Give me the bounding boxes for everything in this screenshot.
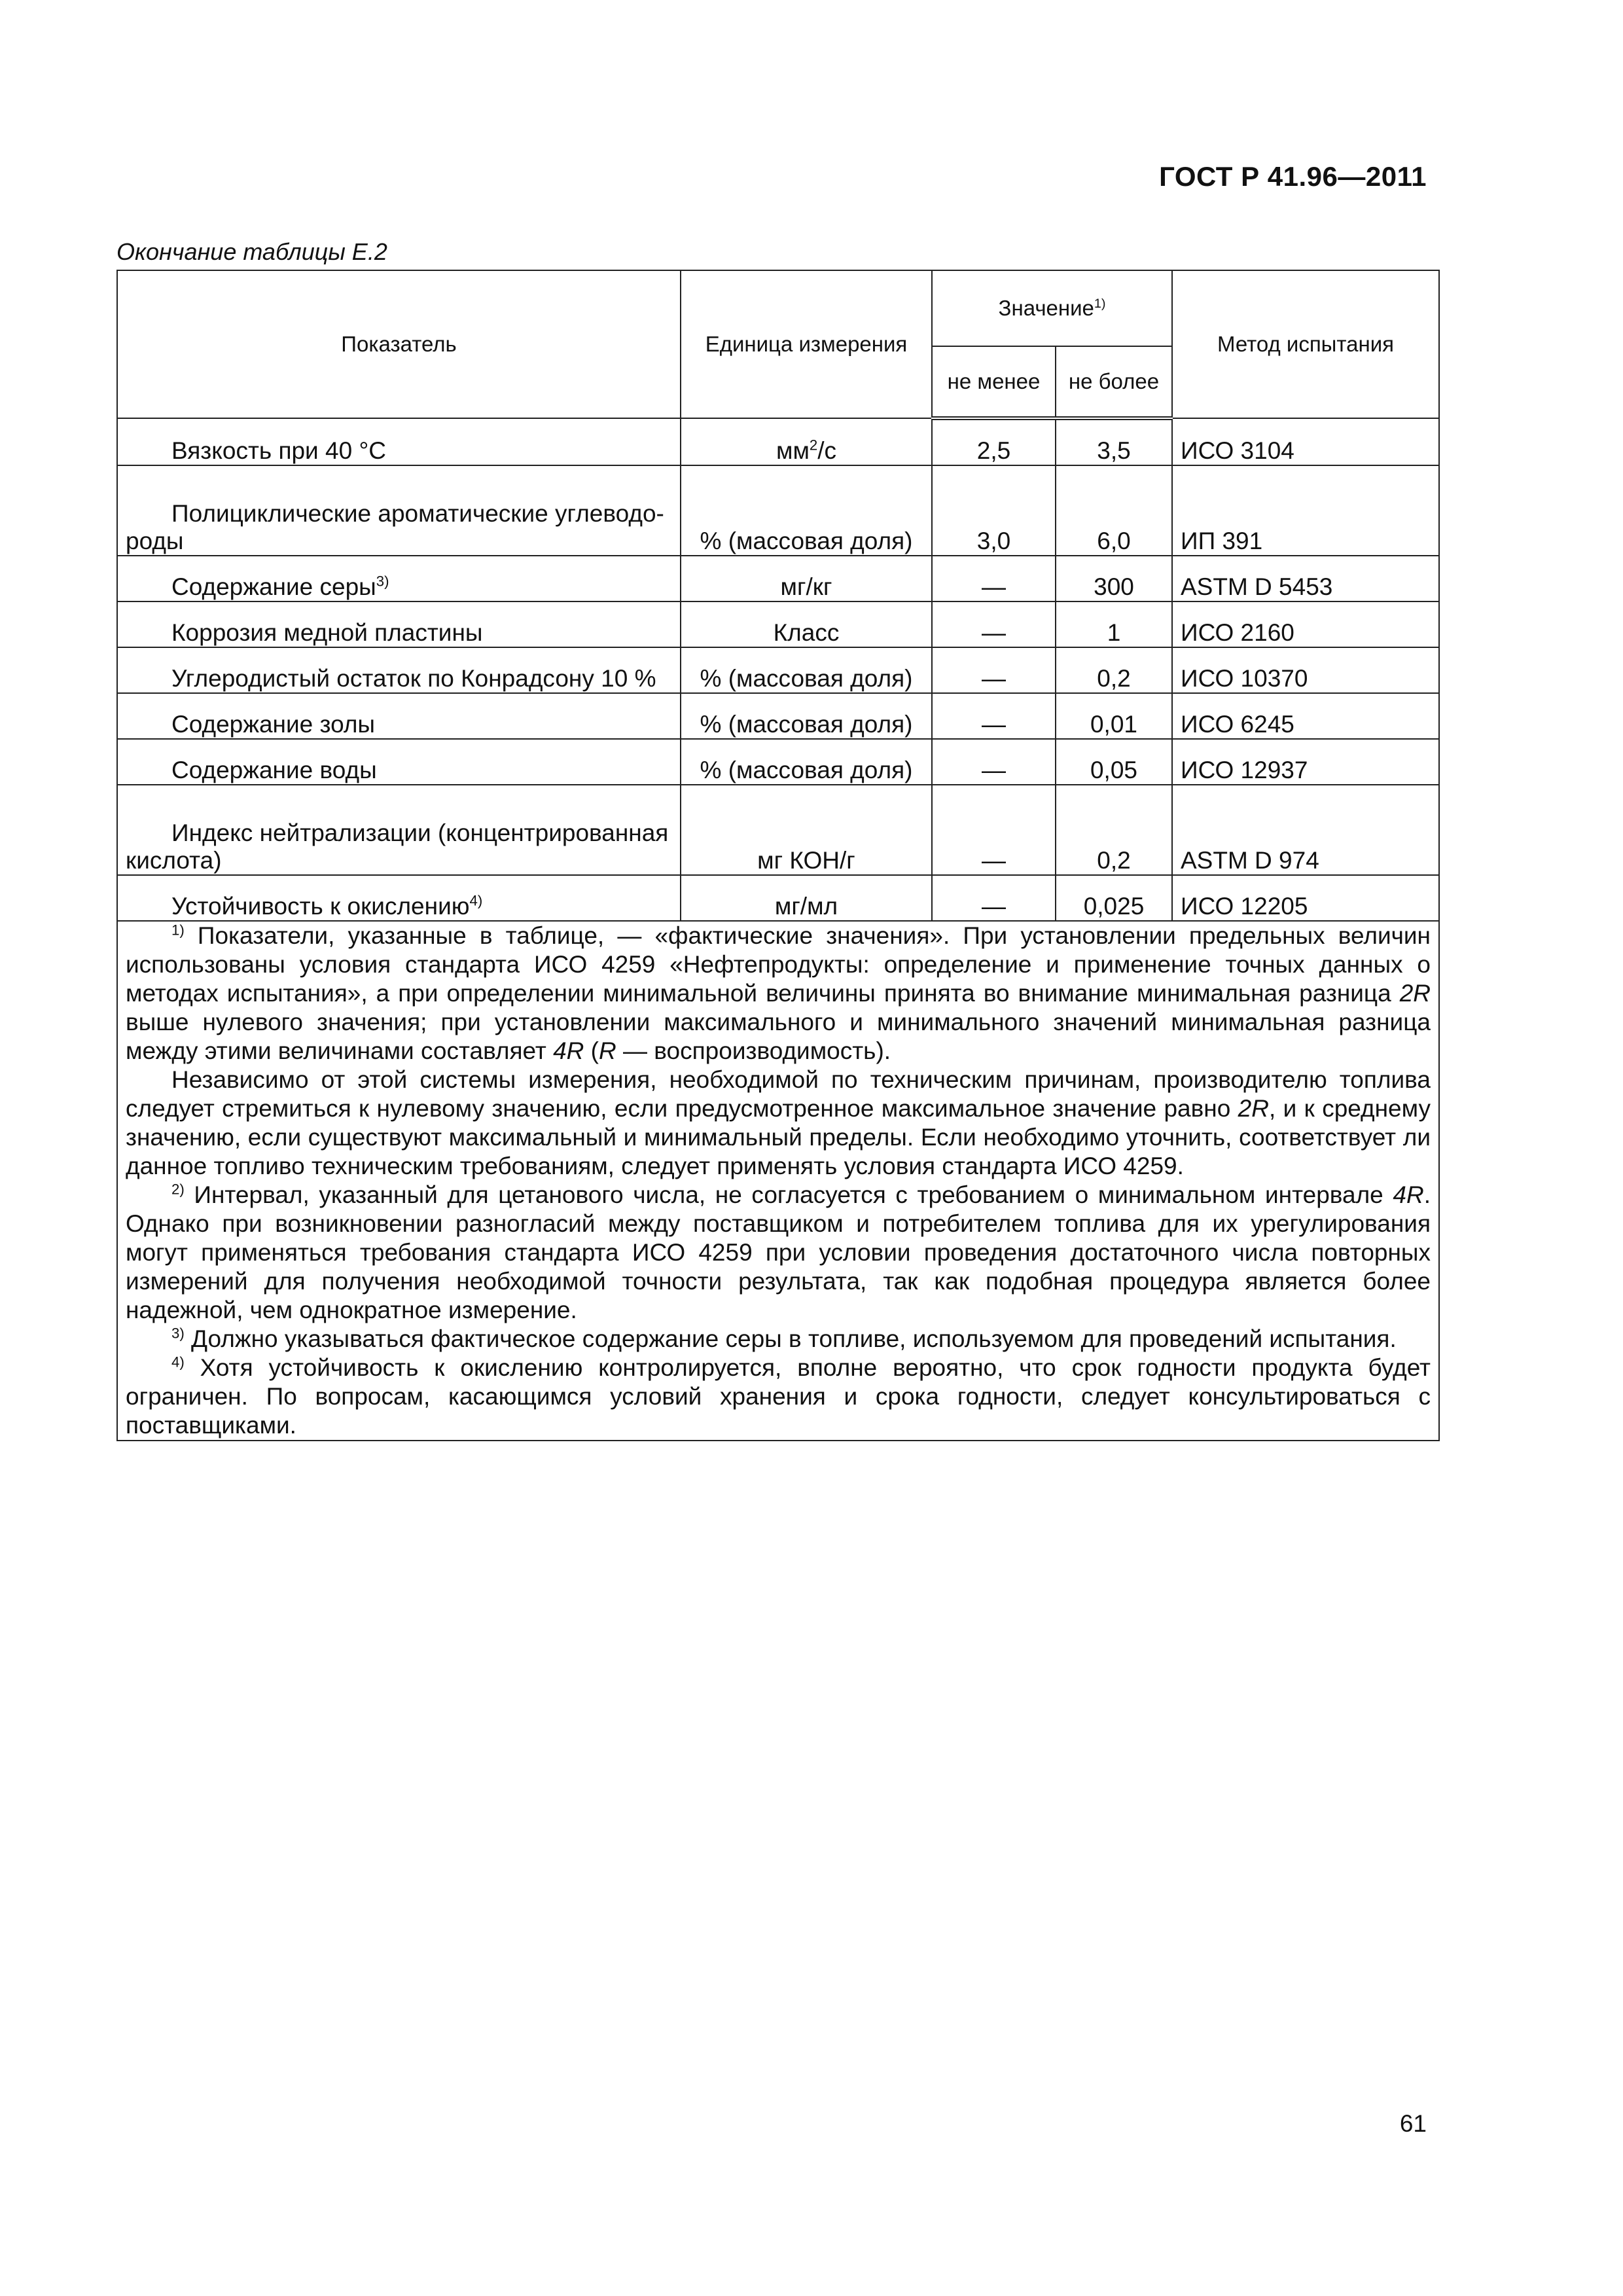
note-3: $^{3)}$ Должно указываться фактическое содержание серы в топливе, используемом для проведений испытания. bbox=[171, 1325, 1397, 1352]
header-min: не менее bbox=[932, 346, 1056, 418]
table-notes-row bbox=[117, 921, 1439, 1441]
page-number: 61 bbox=[1399, 2110, 1427, 2137]
table-caption: Окончание таблицы Е.2 bbox=[116, 238, 387, 265]
table-row: Индекс нейтрализации (концентрированная кислота) мг КОН/г — 0,2 ASTM D 974 bbox=[117, 785, 1439, 875]
document-code: ГОСТ Р 41.96—2011 bbox=[1159, 161, 1427, 192]
header-unit: Единица измерения bbox=[681, 270, 932, 418]
table-row: Содержание серы$^{3)}$ мг/кг — 300 ASTM D 5453 bbox=[117, 556, 1439, 601]
header-param: Показатель bbox=[117, 270, 681, 418]
table-row: Устойчивость к окислению$^{4)}$ мг/мл — 0,025 ИСО 12205 bbox=[117, 875, 1439, 921]
table-row: Содержание золы % (массовая доля) — 0,01 ИСО 6245 bbox=[117, 693, 1439, 739]
note-1: $^{1)}$ Показатели, указанные в таблице, — «фактические значения». При установлении предельных величин использованы условия стандарта ИСО 4259 «Нефтепродукты: определение и применение точных данных о методах испытания», а при определении минимальной величины принята во внимание минимальная разница 2R выше нулевого значения; при установлении максимального и минимального значений минимальная разница между этими величинами составляет 4R (R — воспроизводимость). bbox=[126, 922, 1431, 1064]
note-2: $^{2)}$ Интервал, указанный для цетанового числа, не согласуется с требованием о минимальном интервале 4R. Однако при возникновении разногласий между поставщиком и потребителем топлива для их урегулирования могут применяться требования стандарта ИСО 4259 при условии проведения достаточного числа повторных измерений для получения необходимой точности результата, так как подобная процедура является более надежной, чем однократное измерение. bbox=[126, 1181, 1431, 1323]
table-row: Углеродистый остаток по Конрадсону 10 % % (массовая доля) — 0,2 ИСО 10370 bbox=[117, 647, 1439, 693]
header-method: Метод испытания bbox=[1172, 270, 1439, 418]
table-notes bbox=[117, 921, 1439, 1441]
header-max: не более bbox=[1056, 346, 1172, 418]
table-row: Коррозия медной пластины Класс — 1 ИСО 2160 bbox=[117, 601, 1439, 647]
note-4: $^{4)}$ Хотя устойчивость к окислению контролируется, вполне вероятно, что срок годности продукта будет ограничен. По вопросам, касающимся условий хранения и срока годности, следует консультироваться с поставщиками. bbox=[126, 1354, 1431, 1439]
note-1-continued: Независимо от этой системы измерения, необходимой по техническим причинам, производителю топлива следует стремиться к нулевому значению, если предусмотренное максимальное значение равно 2R, и к среднему значению, если существуют максимальный и минимальный пределы. Если необходимо уточнить, соответствует ли данное топливо техническим требованиям, следует применять условия стандарта ИСО 4259. bbox=[126, 1066, 1431, 1179]
table-row: Вязкость при 40 °С $мм^2/с$ 2,5 3,5 ИСО 3104 bbox=[117, 418, 1439, 465]
table-row: Содержание воды % (массовая доля) — 0,05 ИСО 12937 bbox=[117, 739, 1439, 785]
table-row: Полициклические ароматические углеводо- роды % (массовая доля) 3,0 6,0 ИП 391 bbox=[117, 465, 1439, 556]
header-value: Значение$^{1)}$ bbox=[932, 270, 1172, 346]
spec-table bbox=[116, 270, 1440, 1441]
